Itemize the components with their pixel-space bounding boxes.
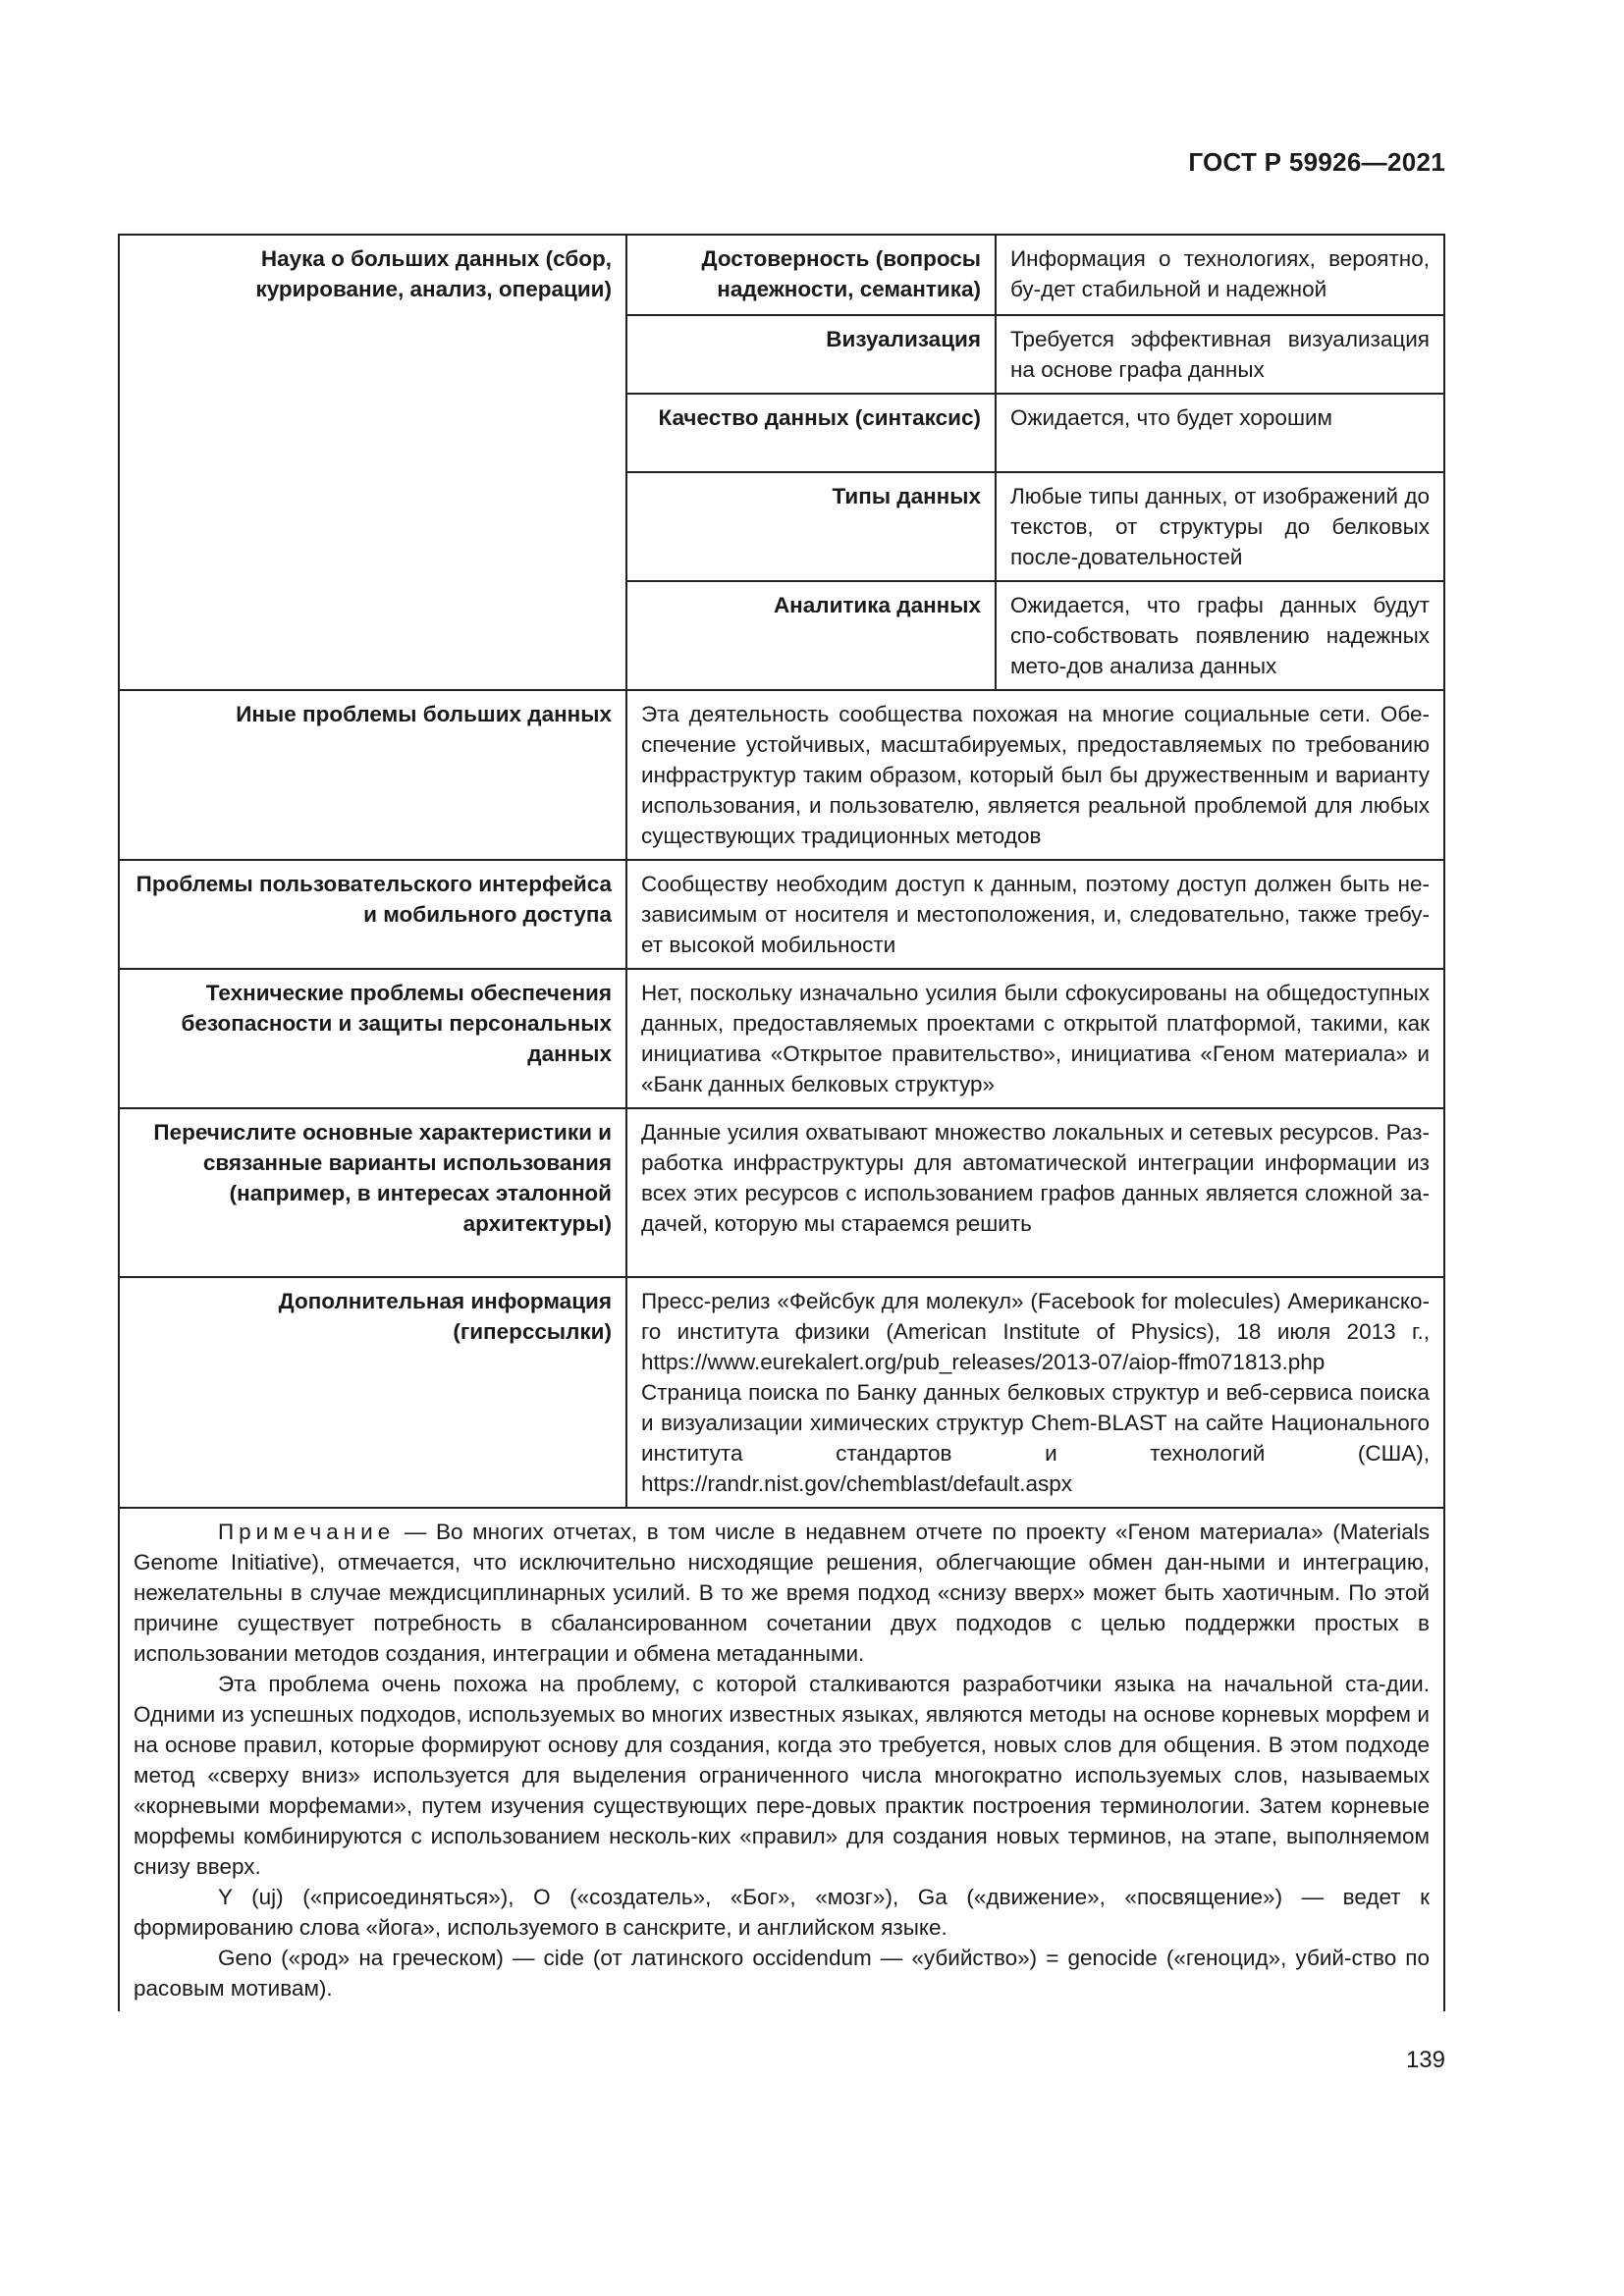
row-label: Иные проблемы больших данных — [119, 690, 626, 860]
note-paragraph-1 — [134, 1517, 1430, 1669]
row-value: Сообществу необходим доступ к данным, поэтому доступ должен быть не-зависимым от носителя и местоположения, и, следовательно, также требу-ет высокой мобильности — [626, 860, 1444, 969]
row-value: Эта деятельность сообщества похожая на многие социальные сети. Обе-спечение устойчивых, масштабируемых, предоставляемых по требованию инфраструктур таким образом, который был бы дружественным и варианту использования, и пользователю, является реальной проблемой для любых существующих традиционных методов — [626, 690, 1444, 860]
row-label: Перечислите основные характеристики и связанные варианты использования (например, в интересах эталонной архитектуры) — [119, 1108, 626, 1277]
row-label: Технические проблемы обеспечения безопасности и защиты персональных данных — [119, 969, 626, 1108]
note-paragraph-4: Geno («род» на греческом) — cide (от латинского occidendum — «убийство») = genocide («геноцид», убий-ство по расовым мотивам). — [134, 1946, 1430, 2001]
table-row — [119, 860, 1444, 969]
requirements-table — [118, 234, 1445, 2011]
row-value: Требуется эффективная визуализация на основе графа данных — [996, 315, 1444, 394]
note-text-1: — Во многих отчетах, в том числе в недавнем отчете по проекту «Геном материала» (Materials Genome Initiative), отмечается, что исключительно нисходящие решения, облегчающие обмен дан-ными и интеграцию, нежелательны в случае междисциплинарных усилий. В то же время подход «снизу вверх» может быть хаотичным. По этой причине существует потребность в сбалансированном сочетании двух подходов с целью поддержки простых в использовании методов создания, интеграции и обмена метаданными. — [134, 1520, 1430, 1666]
row-value: Нет, поскольку изначально усилия были сфокусированы на общедоступных данных, предоставляемых проектами с открытой платформой, такими, как инициатива «Открытое правительство», инициатива «Геном материала» и «Банк данных белковых структур» — [626, 969, 1444, 1108]
note-cell — [119, 1508, 1444, 2011]
row-name: Типы данных — [626, 472, 996, 581]
note-row — [119, 1508, 1444, 2011]
reference-1: Пресс-релиз «Фейсбук для молекул» (Facebook for molecules) Американско-го института физики (American Institute of Physics), 18 июля 2013 г., https://www.eurekalert.org/pub_releases/2013-07/aiop-ffm071813.php — [641, 1289, 1430, 1374]
document-code: ГОСТ Р 59926—2021 — [1188, 147, 1445, 177]
row-value: Ожидается, что графы данных будут спо-собствовать появлению надежных мето-дов анализа данных — [996, 581, 1444, 690]
page-number: 139 — [1405, 2047, 1445, 2073]
reference-2: Страница поиска по Банку данных белковых структур и веб-сервиса поиска и визуализации химических структур Chem-BLAST на сайте Национального института стандартов и технологий (США), https://randr.nist.gov/chemblast/default.aspx — [641, 1380, 1430, 1496]
table-row — [119, 690, 1444, 860]
note-paragraph-2: Эта проблема очень похожа на проблему, с которой сталкиваются разработчики языка на начальной ста-дии. Одними из успешных подходов, используемых во многих известных языках, являются методы на основе корневых морфем и на основе правил, которые формируют основу для создания, когда это требуется, новых слов для общения. В этом подходе метод «сверху вниз» используется для выделения ограниченного числа многократно используемых слов, называемых «корневыми морфемами», путем изучения существующих пере-довых практик построения терминологии. Затем корневые морфемы комбинируются с использованием несколь-ких «правил» для создания новых терминов, на этапе, выполняемом снизу вверх. — [134, 1672, 1430, 1879]
row-label: Дополнительная информация (гиперссылки) — [119, 1277, 626, 1508]
row-name: Качество данных (синтаксис) — [626, 394, 996, 472]
row-value: Ожидается, что будет хорошим — [996, 394, 1444, 472]
row-value: Любые типы данных, от изображений до текстов, от структуры до белковых после-довательностей — [996, 472, 1444, 581]
science-block-label: Наука о больших данных (сбор, курирование, анализ, операции) — [119, 235, 626, 690]
row-value: Данные усилия охватывают множество локальных и сетевых ресурсов. Раз-работка инфраструктуры для автоматической интеграции информации из всех этих ресурсов с использованием графов данных является сложной за-дачей, которую мы стараемся решить — [626, 1108, 1444, 1277]
note-paragraph-3: Y (uj) («присоединяться»), O («создатель», «Бог», «мозг»), Ga («движение», «посвящение») — ведет к формированию слова «йога», используемого в санскрите, и английском языке. — [134, 1885, 1430, 1940]
row-value: Информация о технологиях, вероятно, бу-дет стабильной и надежной — [996, 235, 1444, 315]
row-name: Аналитика данных — [626, 581, 996, 690]
note-label: Примечание — [218, 1520, 396, 1544]
table-row — [119, 1108, 1444, 1277]
row-name: Достоверность (вопросы надежности, семантика) — [626, 235, 996, 315]
row-value — [626, 1277, 1444, 1508]
table-row — [119, 969, 1444, 1108]
table-row — [119, 235, 1444, 315]
row-label: Проблемы пользовательского интерфейса и мобильного доступа — [119, 860, 626, 969]
table-row — [119, 1277, 1444, 1508]
row-name: Визуализация — [626, 315, 996, 394]
